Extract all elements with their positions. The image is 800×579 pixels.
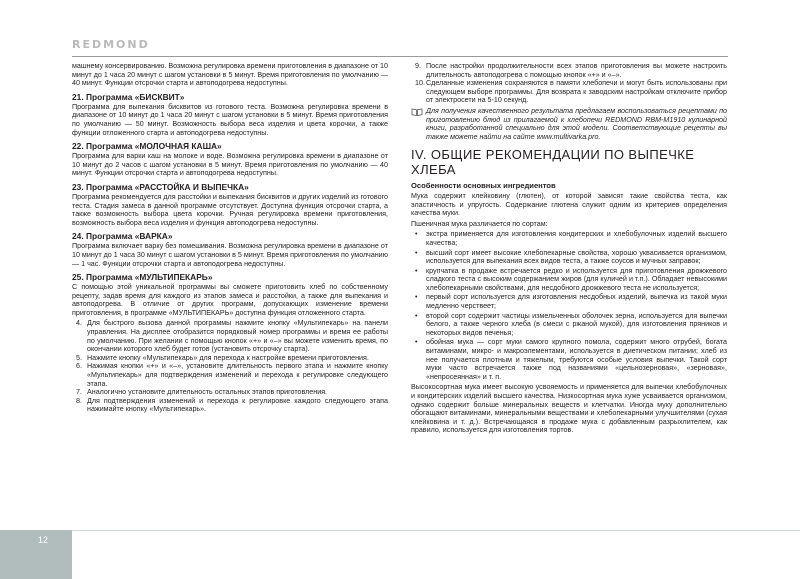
section-text: Программа включает варку без помешивания. Возможна регулировка времени в диапазоне от 10 минут до 1 часа 30 минут с шагом установки в 5 минут. Время приготовления по умолчанию — 1 час. Функции отсрочки старта и автоподогрева недоступны. (72, 242, 388, 268)
list-item: • экстра применяется для изготовления кондитерских и хлебобулочных изделий высшего качества; (411, 230, 727, 247)
step-number: 10. (415, 79, 425, 88)
subheading: Особенности основных ингредиентов (411, 181, 556, 191)
step-number: 7. (76, 388, 82, 397)
brand-logo: REDMOND (72, 38, 150, 51)
section-text: С помощью этой уникальной программы вы сможете приготовить хлеб по собственному рецепту, задав время для каждого из этапов замеса и расстойки, а также для выпекания и автоподогрева. В отличие от других программ, допускающих изменение времени приготовления, в программе «МУЛЬТИПЕКАРЬ» доступна функция отложенного старта. (72, 283, 388, 317)
step-number: 9. (415, 62, 421, 70)
list-item: • второй сорт содержит частицы измельченных оболочек зерна, используется для выпечки белого, а также черного хлеба (в смеси с ржаной мукой), для изготовления пряников и некоторых видов печенья; (411, 312, 727, 338)
section-text: Программа для выпекания бисквитов из готового теста. Возможна регулировка времени в диапазоне от 10 минут до 1 часа 20 минут с шагом установки в 5 минут. Время приготовления по умолчанию — 50 минут. Возможность выбора веса изделия и цвета корочки, а также функции отложенного старта и автоподогрева недоступны. (72, 102, 388, 137)
book-icon (411, 108, 423, 116)
section-title: 22. Программа «МОЛОЧНАЯ КАША» (72, 141, 222, 152)
paragraph: Высокосортная мука имеет высокую усвояемость и применяется для выпечки хлебобулочных и кондитерских изделий высшего качества. Низкосортная мука хуже усваивается организмом, однако содержит больше минеральных веществ и клетчатки. Иногда муку дополнительно обогащают витаминами, минеральными веществами и хлебопекарными улучшителями (сухая клейковина и т. д.). Встречающаяся в продаже мука с добавленным разрыхлителем, как правило, используется для изготовления тортов. (411, 383, 727, 435)
step-text: Нажимая кнопки «+» и «–», установите длительность первого этапа и нажмите кнопку «Мультипекарь» для подтверждения изменений и перехода к регулировке следующего этапа. (87, 362, 388, 388)
list-item (72, 354, 388, 363)
step-number: 4. (76, 319, 82, 328)
footer-rule (72, 530, 800, 531)
page-number-box (0, 530, 72, 579)
recipe-note (411, 107, 727, 141)
right-column (411, 62, 727, 437)
step-text: Для подтверждения изменений и перехода к регулировке каждого следующего этапа нажимайте кнопку «Мультипекарь». (87, 396, 388, 414)
step-text: После настройки продолжительности всех этапов приготовления вы можете настроить длительность автоподогрева с помощью кнопок «+» и «–». (426, 62, 727, 79)
step-number: 6. (76, 362, 82, 371)
steps-list (411, 62, 727, 105)
section-title: 25. Программа «МУЛЬТИПЕКАРЬ» (72, 272, 213, 283)
step-number: 5. (76, 353, 82, 362)
list-item: • первый сорт используется для изготовления несдобных изделий, выпечка из такой муки медленно черствеет; (411, 293, 727, 310)
section-title: 23. Программа «РАССТОЙКА И ВЫПЕЧКА» (72, 181, 249, 192)
list-item (72, 388, 388, 397)
list-item: • крупчатка в продаже встречается редко и используется для приготовления дрожжевого сладкого теста с высоким содержанием жиров (для куличей и т.п.). Обладает невысокими хлебопекарными свойствами, для несдобного дрожжевого теста не используется; (411, 267, 727, 293)
steps-list (72, 319, 388, 414)
list-item: • обойная мука — сорт муки самого крупного помола, содержит много отрубей, богата витаминами, микро- и макроэлементами, используется в диетическом питании; хлеб из нее получается плотным и тяжелым, требуются особые условия выпечки. Такой сорт муки часто встречается также под названиями «цельнозерновая», «зерновая», «непросеянная» и т. п. (411, 338, 727, 381)
list-item (72, 397, 388, 414)
paragraph: Мука содержит клейковину (глютен), от которой зависят такие свойства теста, как эластичность и упругость. Содержание глютена служит одним из критериев определения качества муки. (411, 191, 727, 218)
section-title: 24. Программа «ВАРКА» (72, 231, 173, 242)
step-text: Для быстрого вызова данной программы нажмите кнопку «Мультипекарь» на панели управления. На дисплее отобразится порядковый номер программы и время ее работы по умолчанию. При желании с помощью кнопок «+» и «–» вы можете изменить время, по окончании которого хлеб будет готов (установить отсрочку старта). (87, 319, 388, 354)
step-text: Сделанные изменения сохраняются в памяти хлебопечи и могут быть использованы при следующем выборе программы. Для возврата к заводским настройкам отключите прибор от электросети на 5-10 секунд. (426, 79, 727, 105)
step-text: Аналогично установите длительность остальных этапов приготовления. (87, 388, 328, 397)
chapter-heading: IV. ОБЩИЕ РЕКОМЕНДАЦИИ ПО ВЫПЕЧКЕ ХЛЕБА (411, 147, 695, 178)
step-text: Нажмите кнопку «Мультипекарь» для перехода к настройке времени приготовления. (87, 353, 369, 362)
section-text: Программа для варки каш на молоке и воде. Возможна регулировка времени в диапазоне от 10 минут до 2 часов с шагом установки в 5 минут. Время приготовления по умолчанию — 40 минут. Функции отсрочки старта и автоподогрева недоступны. (72, 152, 388, 178)
paragraph: Пшеничная мука различается по сортам: (411, 219, 548, 228)
flour-types-list (411, 230, 727, 381)
header-rule (72, 56, 728, 57)
section-title: 21. Программа «БИСКВИТ» (72, 91, 185, 102)
list-item (411, 62, 727, 79)
left-column (72, 62, 388, 414)
step-number: 8. (76, 396, 82, 405)
section-text: Программа рекомендуется для расстойки и выпекания бисквитов и других изделий из готового теста. Стадия замеса в данной программе отсутствует. Доступна функция отсрочки старта, а также возможность выбора цвета корочки. Ручная регулировка времени приготовления, возможность выбора веса изделия и функция автоподогрева недоступны. (72, 192, 388, 227)
intro-paragraph: машнему консервированию. Возможна регулировка времени приготовления в диапазоне от 10 минут до 1 часа 20 минут с шагом установки в 5 минут. Время приготовления по умолчанию — 40 минут. Функции отсрочки старта и автоподогрева недоступны. (72, 62, 388, 88)
list-item: • высший сорт имеет высокие хлебопекарные свойства, хорошо укваcивается организмом, используется для выпекания всех видов теста, а также соусов и мучных заправок; (411, 249, 727, 266)
note-text: Для получения качественного результата предлагаем воспользоваться рецептами по приготовлению блюд из прилагаемой к хлебопечи REDMOND RBM-M1910 кулинарной книги, разработанной специально для этой модели. Соответствующие рецепты вы также можете найти на сайте www.multivarka.pro. (426, 106, 727, 141)
list-item (72, 362, 388, 388)
list-item (72, 319, 388, 353)
page-number: 12 (38, 535, 49, 545)
list-item (411, 79, 727, 105)
